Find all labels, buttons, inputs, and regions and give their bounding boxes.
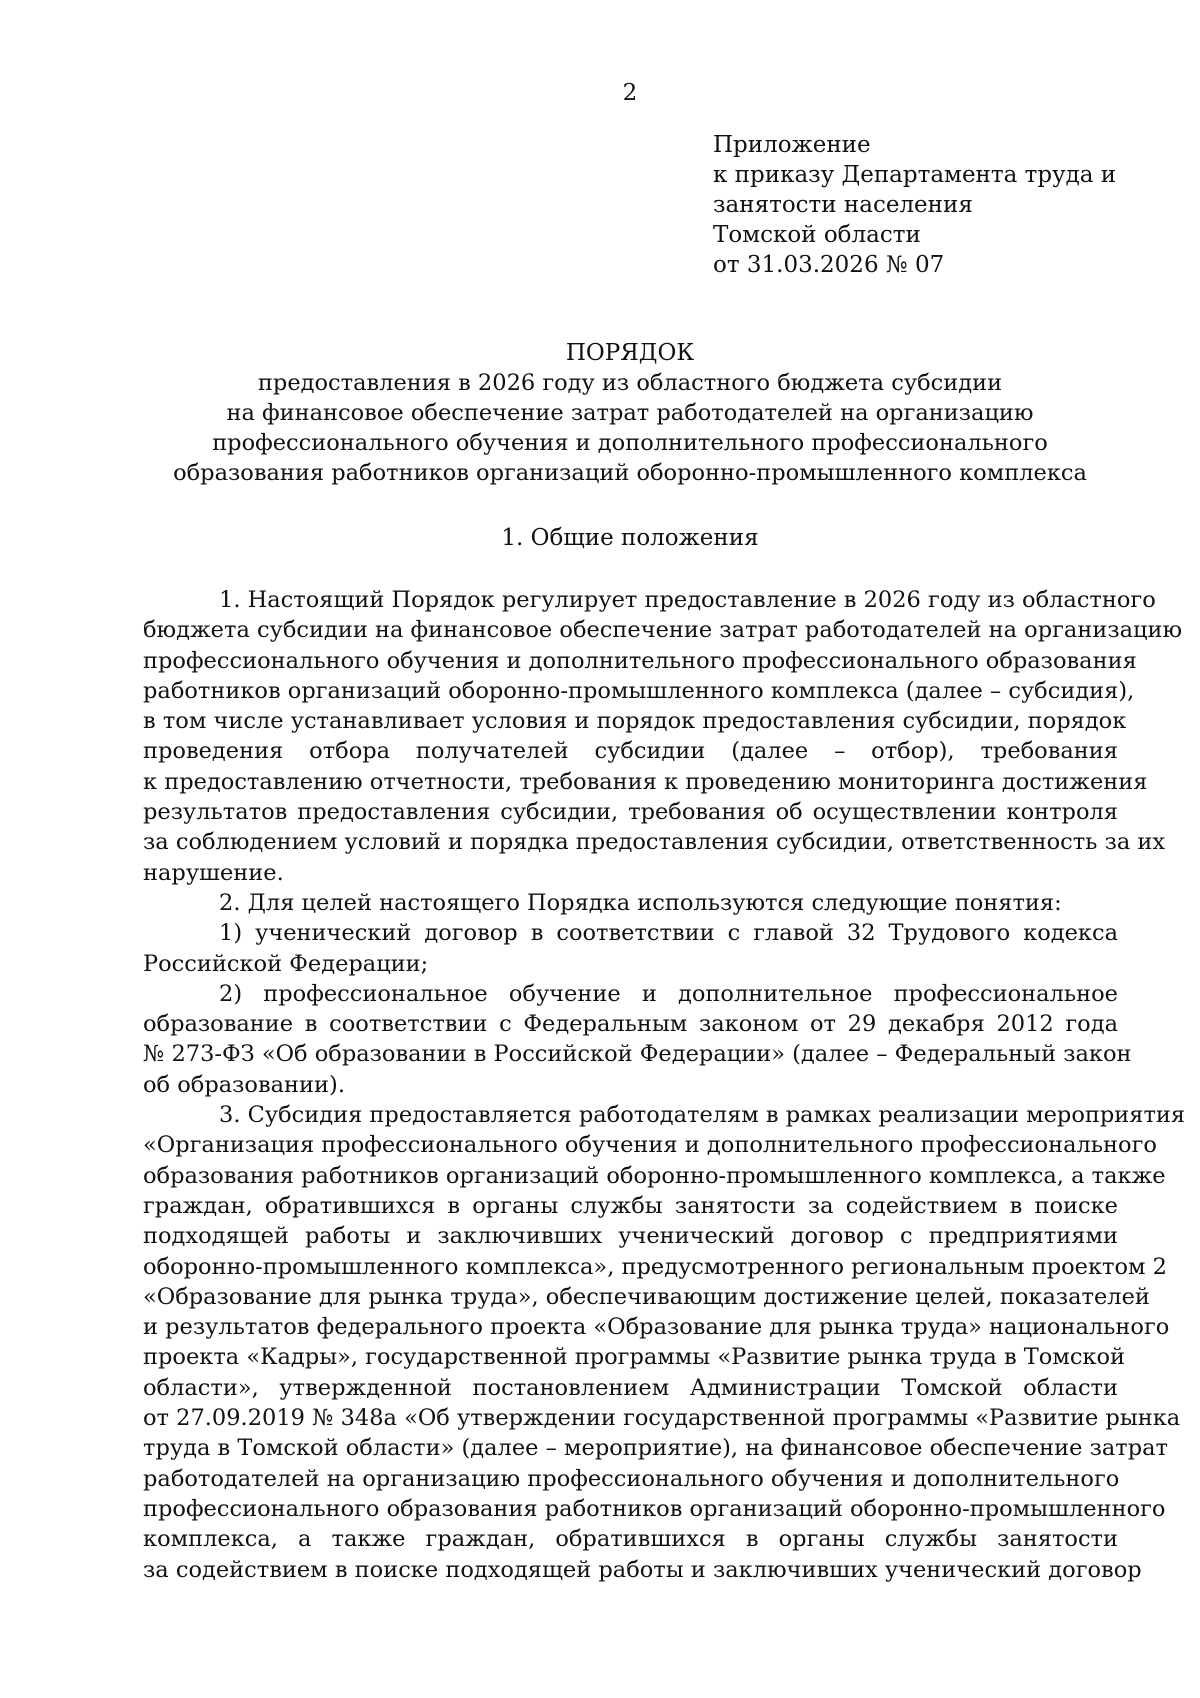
body-text (143, 585, 1186, 1585)
paragraph-line: 2. Для целей настоящего Порядка используются следующие понятия: (219, 889, 1062, 916)
subtitle-line: образования работников организаций оборонно-промышленного комплекса (173, 460, 1087, 486)
paragraph-line: об образовании). (143, 1071, 345, 1098)
appendix-line: занятости населения (713, 192, 973, 218)
paragraph-line: образование в соответствии с Федеральным законом от 29 декабря 2012 года (143, 1011, 1118, 1038)
appendix-line: Приложение (713, 132, 871, 158)
paragraph-line: результатов предоставления субсидии, требования об осуществлении контроля (143, 799, 1118, 826)
appendix-line: от 31.03.2026 № 07 (713, 252, 945, 278)
paragraph-line: 3. Субсидия предоставляется работодателям в рамках реализации мероприятия (219, 1102, 1186, 1129)
page-number: 2 (622, 80, 638, 106)
paragraph-line: в том числе устанавливает условия и порядок предоставления субсидии, порядок (143, 708, 1127, 735)
paragraph-line: подходящей работы и заключивших ученический договор с предприятиями (143, 1223, 1118, 1250)
paragraph-line: и результатов федерального проекта «Образование для рынка труда» национального (143, 1314, 1170, 1341)
appendix-line: к приказу Департамента труда и (713, 162, 1117, 188)
paragraph-line: работодателей на организацию профессионального обучения и дополнительного (143, 1465, 1120, 1492)
appendix-block (713, 130, 1116, 280)
paragraph-line: профессионального обучения и дополнительного профессионального образования (143, 647, 1137, 674)
paragraph-line: 1. Настоящий Порядок регулирует предоставление в 2026 году из областного (219, 587, 1156, 613)
paragraph-line: за содействием в поиске подходящей работы и заключивших ученический договор (143, 1556, 1142, 1583)
paragraph-line: Российской Федерации; (143, 950, 429, 977)
paragraph-line: комплекса, а также граждан, обратившихся в органы службы занятости (143, 1526, 1118, 1553)
paragraph-line: труда в Томской области» (далее – мероприятие), на финансовое обеспечение затрат (143, 1435, 1169, 1462)
paragraph-line: «Организация профессионального обучения и дополнительного профессионального (143, 1132, 1157, 1159)
paragraph-line: 1) ученический договор в соответствии с главой 32 Трудового кодекса (219, 920, 1118, 947)
paragraph-line: работников организаций оборонно-промышленного комплекса (далее – субсидия), (143, 677, 1135, 704)
document-title: ПОРЯДОК (565, 340, 695, 366)
paragraph-line: 2) профессиональное обучение и дополнительное профессиональное (219, 980, 1118, 1007)
paragraph-line: к предоставлению отчетности, требования к проведению мониторинга достижения (143, 768, 1148, 795)
paragraph-line: профессионального образования работников организаций оборонно-промышленного (143, 1495, 1166, 1522)
subtitle-line: на финансовое обеспечение затрат работодателей на организацию (226, 400, 1034, 426)
paragraph-line: от 27.09.2019 № 348а «Об утверждении государственной программы «Развитие рынка (143, 1405, 1181, 1432)
appendix-line: Томской области (713, 222, 921, 248)
paragraph-line: бюджета субсидии на финансовое обеспечение затрат работодателей на организацию (143, 617, 1183, 644)
paragraph-line: «Образование для рынка труда», обеспечивающим достижение целей, показателей (143, 1283, 1150, 1310)
paragraph-line: № 273-ФЗ «Об образовании в Российской Федерации» (далее – Федеральный закон (143, 1041, 1132, 1068)
subtitle-line: предоставления в 2026 году из областного бюджета субсидии (257, 370, 1003, 396)
document-subtitle (0, 368, 1200, 488)
paragraph-line: проекта «Кадры», государственной программы «Развитие рынка труда в Томской (143, 1344, 1126, 1371)
paragraph-line: оборонно-промышленного комплекса», предусмотренного региональным проектом 2 (143, 1253, 1167, 1280)
paragraph-line: нарушение. (143, 859, 284, 886)
subtitle-line: профессионального обучения и дополнительного профессионального (212, 430, 1048, 456)
paragraph-line: области», утвержденной постановлением Администрации Томской области (143, 1374, 1118, 1401)
paragraph-line: образования работников организаций оборонно-промышленного комплекса, а также (143, 1162, 1166, 1189)
paragraph-line: проведения отбора получателей субсидии (далее – отбор), требования (143, 738, 1118, 765)
section-heading: 1. Общие положения (501, 525, 759, 551)
paragraph-line: за соблюдением условий и порядка предоставления субсидии, ответственность за их (143, 829, 1166, 856)
paragraph-line: граждан, обратившихся в органы службы занятости за содействием в поиске (143, 1192, 1118, 1219)
